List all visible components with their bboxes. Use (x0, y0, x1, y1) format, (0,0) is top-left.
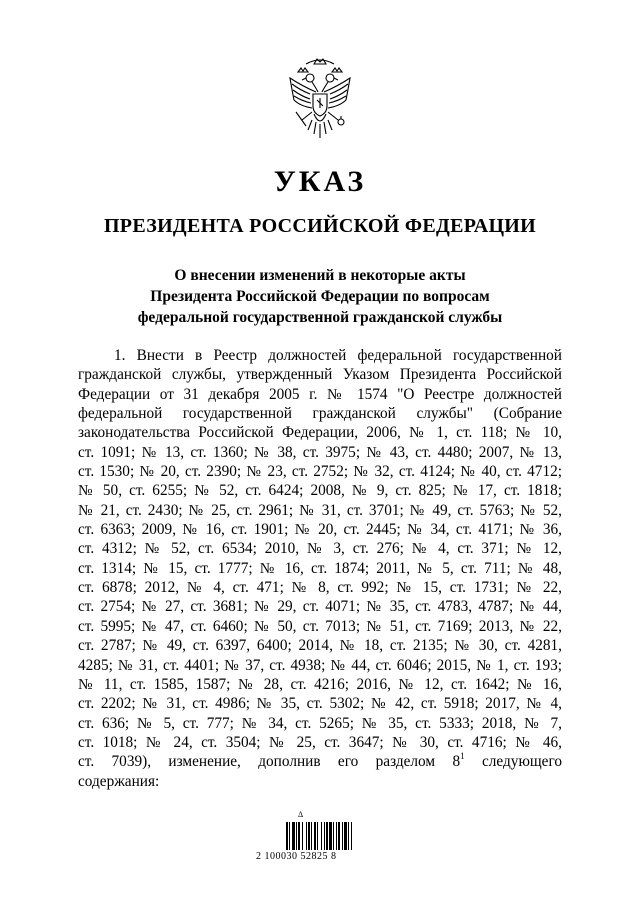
body-line-text: ст. 7039), изменение, дополнив его разделом 8 (78, 753, 461, 771)
decree-title: УКАЗ (273, 165, 367, 198)
body-line: № 21, ст. 2430; № 25, ст. 2961; № 31, ст. 3701; № 49, ст. 5763; № 52, (78, 501, 562, 519)
russian-coat-of-arms-icon (284, 56, 356, 144)
body-line: ст. 2754; № 27, ст. 3681; № 29, ст. 4071; № 35, ст. 4783, 4787; № 44, (78, 598, 562, 616)
body-line: № 50, ст. 6255; № 52, ст. 6424; 2008, № 9, ст. 825; № 17, ст. 1818; (78, 482, 562, 500)
body-line: ст. 5995; № 47, ст. 6460; № 50, ст. 7013; № 51, ст. 7169; 2013, № 22, (78, 617, 562, 635)
body-line: ст. 6363; 2009, № 16, ст. 1901; № 20, ст. 2445; № 34, ст. 4171; № 36, (78, 521, 562, 539)
body-line: ст. 2787; № 49, ст. 6397, 6400; 2014, № 18, ст. 2135; № 30, ст. 4281, (78, 637, 562, 655)
body-line: федеральной государственной гражданской службы" (Собрание (78, 405, 562, 423)
heading-line: Президента Российской Федерации по вопросам (150, 288, 490, 305)
body-line: ст. 1018; № 24, ст. 3504; № 25, ст. 3647; № 30, ст. 4716; № 46, (78, 733, 562, 751)
decree-body (78, 346, 562, 791)
body-line: ст. 1530; № 20, ст. 2390; № 23, ст. 2752; № 32, ст. 4124; № 40, ст. 4712; (78, 463, 562, 481)
body-line: ст. 2202; № 31, ст. 4986; № 35, ст. 5302; № 42, ст. 5918; 2017, № 4, (78, 695, 562, 713)
body-line: 4285; № 31, ст. 4401; № 37, ст. 4938; № 44, ст. 6046; 2015, № 1, ст. 193; (78, 656, 562, 674)
body-line-penultimate (78, 752, 562, 771)
section-superscript: 1 (460, 752, 465, 762)
decree-subtitle: ПРЕЗИДЕНТА РОССИЙСКОЙ ФЕДЕРАЦИИ (103, 215, 537, 237)
body-line: гражданской службы, утвержденный Указом Президента Российской (78, 366, 562, 384)
body-line: законодательства Российской Федерации, 2006, № 1, ст. 118; № 10, (78, 424, 562, 442)
body-line: 1. Внести в Реестр должностей федеральной государственной (114, 347, 562, 364)
barcode-icon (280, 810, 360, 850)
heading-line: О внесении изменений в некоторые акты (174, 267, 466, 284)
body-line: Федерации от 31 декабря 2005 г. № 1574 "О Реестре должностей (78, 385, 562, 403)
body-line: ст. 1314; № 15, ст. 1777; № 16, ст. 1874; 2011, № 5, ст. 711; № 48, (78, 559, 562, 577)
body-line: ст. 4312; № 52, ст. 6534; 2010, № 3, ст. 276; № 4, ст. 371; № 12, (78, 540, 562, 558)
body-line: ст. 6878; 2012, № 4, ст. 471; № 8, ст. 992; № 15, ст. 1731; № 22, (78, 579, 562, 597)
body-line: содержания: (78, 772, 160, 790)
body-line: № 11, ст. 1585, 1587; № 28, ст. 4216; 2016, № 12, ст. 1642; № 16, (78, 675, 562, 693)
decree-heading (80, 265, 560, 328)
body-line: ст. 1091; № 13, ст. 1360; № 38, ст. 3975; № 43, ст. 4480; 2007, № 13, (78, 443, 562, 461)
barcode-mark: Δ (298, 810, 304, 819)
body-line-text: следующего (464, 753, 562, 771)
body-line: ст. 636; № 5, ст. 777; № 34, ст. 5265; № 35, ст. 5333; 2018, № 7, (78, 714, 562, 732)
barcode-number: 2 100030 52825 8 (256, 851, 337, 862)
heading-line: федеральной государственной гражданской службы (137, 309, 503, 326)
